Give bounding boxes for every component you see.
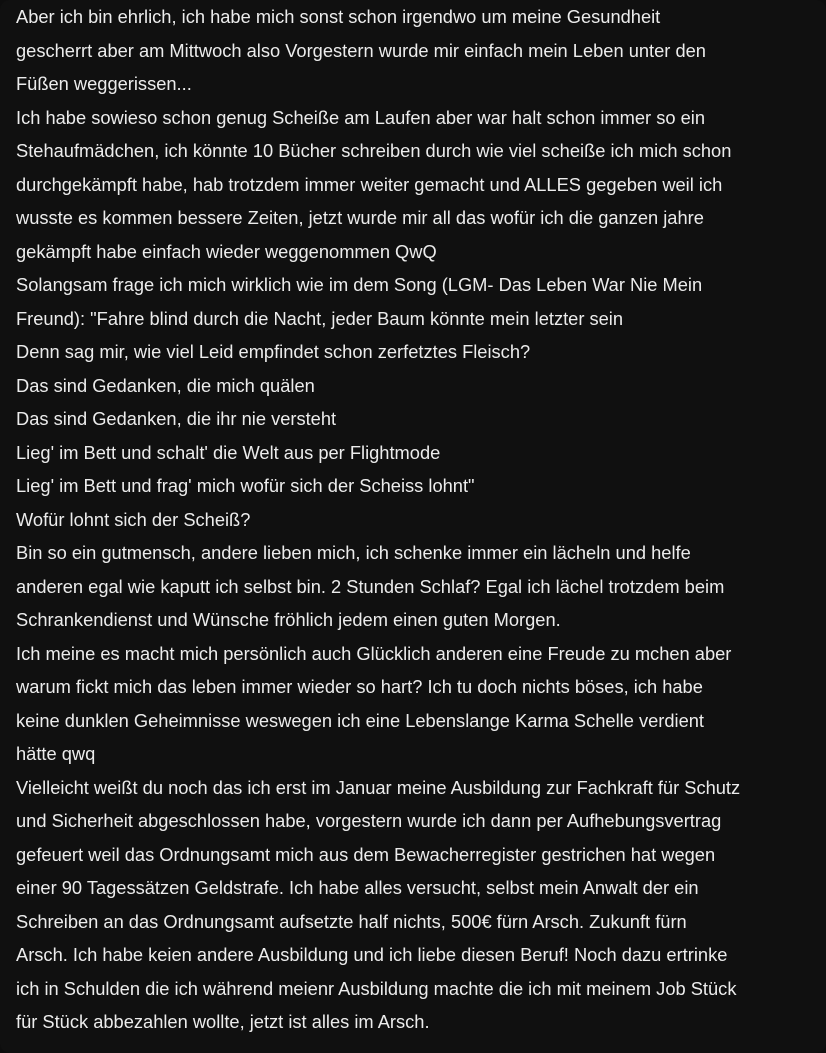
- message-line: Das sind Gedanken, die mich quälen: [16, 374, 315, 396]
- message-line: hätte qwq: [16, 743, 96, 764]
- message-line: Vielleicht weißt du noch das ich erst im Januar meine Ausbildung zur Fachkraft für Schutz: [16, 776, 741, 798]
- message-line: Lieg' im Bett und schalt' die Welt aus per Flightmode: [16, 441, 441, 463]
- message-line: Lieg' im Bett und frag' mich wofür sich der Scheiss lohnt": [16, 475, 475, 496]
- message-line: Schreiben an das Ordnungsamt aufsetzte half nichts, 500€ fürn Arsch. Zukunft fürn: [16, 910, 687, 932]
- message-line: wusste es kommen bessere Zeiten, jetzt wurde mir all das wofür ich die ganzen jahre: [16, 207, 704, 228]
- message-line: gekämpft habe einfach wieder weggenommen QwQ: [16, 240, 437, 262]
- message-line: warum fickt mich das leben immer wieder so hart? Ich tu doch nichts böses, ich habe: [16, 676, 703, 697]
- message-line: ich in Schulden die ich während meienr Ausbildung machte die ich mit meinem Job Stück: [16, 977, 737, 999]
- message-line: Denn sag mir, wie viel Leid empfindet schon zerfetztes Fleisch?: [16, 341, 531, 362]
- message-line: Bin so ein gutmensch, andere lieben mich, ich schenke immer ein lächeln und helfe: [16, 542, 691, 563]
- message-line: durchgekämpft habe, hab trotzdem immer weiter gemacht und ALLES gegeben weil ich: [16, 173, 723, 195]
- message-line: gescherrt aber am Mittwoch also Vorgestern wurde mir einfach mein Leben unter den: [16, 39, 706, 61]
- message-line: Schrankendienst und Wünsche fröhlich jedem einen guten Morgen.: [16, 609, 561, 630]
- message-line: gefeuert weil das Ordnungsamt mich aus dem Bewacherregister gestrichen hat wegen: [16, 843, 716, 865]
- message-line: Stehaufmädchen, ich könnte 10 Bücher schreiben durch wie viel scheiße ich mich schon: [16, 140, 732, 161]
- message-line: Aber ich bin ehrlich, ich habe mich sonst schon irgendwo um meine Gesundheit: [16, 6, 661, 27]
- message-line: Wofür lohnt sich der Scheiß?: [16, 508, 251, 530]
- message-line: für Stück abbezahlen wollte, jetzt ist alles im Arsch.: [16, 1011, 430, 1032]
- message-line: Solangsam frage ich mich wirklich wie im dem Song (LGM- Das Leben War Nie Mein: [16, 274, 703, 295]
- message-line: und Sicherheit abgeschlossen habe, vorgestern wurde ich dann per Aufhebungsvertrag: [16, 810, 722, 831]
- message-line: Ich meine es macht mich persönlich auch Glücklich anderen eine Freude zu mchen aber: [16, 642, 732, 664]
- message-line: Füßen weggerissen...: [16, 73, 192, 94]
- message-line: keine dunklen Geheimnisse weswegen ich eine Lebenslange Karma Schelle verdient: [16, 709, 705, 731]
- message-line: anderen egal wie kaputt ich selbst bin. 2 Stunden Schlaf? Egal ich lächel trotzdem beim: [16, 575, 725, 597]
- message-body: [16, 0, 826, 1039]
- message-line: Freund): "Fahre blind durch die Nacht, jeder Baum könnte mein letzter sein: [16, 307, 624, 329]
- message-line: Das sind Gedanken, die ihr nie versteht: [16, 408, 337, 429]
- message-line: einer 90 Tagessätzen Geldstrafe. Ich habe alles versucht, selbst mein Anwalt der ein: [16, 877, 699, 898]
- message-line: Ich habe sowieso schon genug Scheiße am Laufen aber war halt schon immer so ein: [16, 106, 705, 128]
- message-line: Arsch. Ich habe keien andere Ausbildung und ich liebe diesen Beruf! Noch dazu ertrinke: [16, 944, 728, 965]
